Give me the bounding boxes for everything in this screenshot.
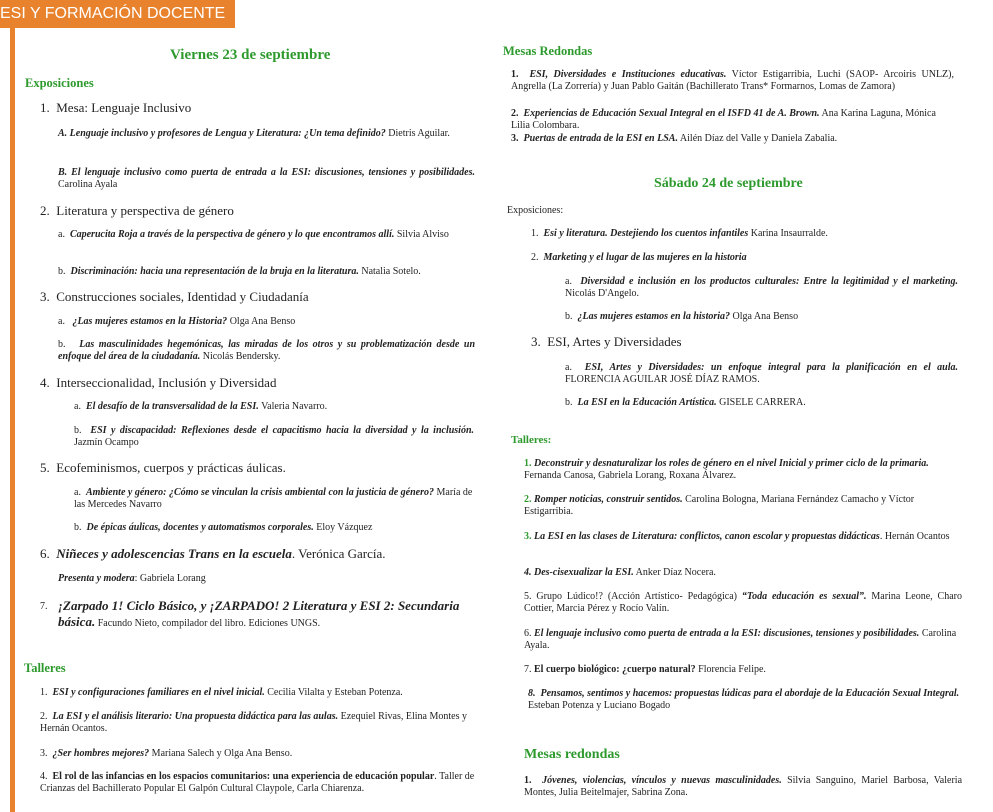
mesa-item: 3. Puertas de entrada de la ESI en LSA. Ailén Díaz del Valle y Daniela Zabalia. (511, 133, 838, 144)
exposition-subitem: b. De épicas áulicas, docentes y automatismos corporales. Eloy Vázquez (74, 522, 373, 533)
taller-item: 4. El rol de las infancias en los espacios comunitarios: una experiencia de educación popular. Taller de Crianzas del Bachillerato Popular El Galpón Cultural Claypole, Carla Chiarenza. (40, 771, 475, 794)
taller-item: 3. ¿Ser hombres mejores? Mariana Salech y Olga Ana Benso. (40, 748, 293, 759)
taller-item: 5. Grupo Lúdico!? (Acción Artístico- Pedagógica) “Toda educación es sexual”. Marina Leone, Charo Cottier, Marcia Pérez y Rocío Valín. (524, 591, 962, 614)
exposition-item: 1. Mesa: Lenguaje Inclusivo (40, 100, 192, 115)
exposition-subitem: B. El lenguaje inclusivo como puerta de entrada a la ESI: discusiones, tensiones y posibilidades. Carolina Ayala (58, 167, 475, 190)
taller-item: 1. Deconstruir y desnaturalizar los roles de género en el nivel Inicial y primer ciclo de la primaria. Fernanda Canosa, Gabriela Lorang, Roxana Álvarez. (524, 458, 929, 481)
taller-item: 4. Des-cisexualizar la ESI. Anker Díaz Nocera. (524, 567, 716, 578)
exposition-item: 4. Interseccionalidad, Inclusión y Diversidad (40, 375, 277, 390)
talleres-heading-right: Talleres: (511, 434, 552, 446)
mesa-item: 2. Experiencias de Educación Sexual Integral en el ISFD 41 de A. Brown. Ana Karina Laguna, Mónica Lilia Colombara. (511, 108, 936, 131)
exposition-item: 2. Literatura y perspectiva de género (40, 203, 234, 218)
mesa-item: 1. Jóvenes, violencias, vínculos y nuevas masculinidades. Silvia Sanguino, Mariel Barbosa, Valeria Montes, Julia Beitelmajer, Sabrina Zona. (524, 775, 963, 798)
exposition-subitem: a. Diversidad e inclusión en los productos culturales: Entre la legitimidad y el marketing. Nicolás D'Angelo. (565, 276, 959, 299)
exposition-item: 5. Ecofeminismos, cuerpos y prácticas áulicas. (40, 460, 286, 475)
exposition-item: 2. Marketing y el lugar de las mujeres en la historia (531, 252, 747, 263)
taller-item: 7. El cuerpo biológico: ¿cuerpo natural? Florencia Felipe. (524, 664, 766, 675)
taller-item: 2. La ESI y el análisis literario: Una propuesta didáctica para las aulas. Ezequiel Rivas, Elina Montes y Hernán Ocantos. (40, 711, 467, 734)
exposition-subitem: a. ESI, Artes y Diversidades: un enfoque integral para la planificación en el aula. FLORENCIA AGUILAR JOSÉ DÍAZ RAMOS. (565, 362, 959, 385)
accent-bar (10, 28, 15, 812)
exposition-item: 1. Esi y literatura. Destejiendo los cuentos infantiles Karina Insaurralde. (531, 228, 828, 239)
exposition-item: ¡Zarpado 1! Ciclo Básico, y ¡ZARPADO! 2 Literatura y ESI 2: Secundaria básica. Facundo Nieto, compilador del libro. Ediciones UNGS. (58, 598, 460, 629)
taller-item: 1. ESI y configuraciones familiares en el nivel inicial. Cecilia Vilalta y Esteban Potenza. (40, 687, 403, 698)
mesa-item: 1. ESI, Diversidades e Instituciones educativas. Víctor Estigarribia, Luchi (SAOP- Arcoiris UNLZ), Angrella (La Zorrería) y Juan Pablo Gaitán (Bachillerato Trans* Formarnos, Lomas de Zamora) (511, 69, 954, 92)
taller-item: 2. Romper noticias, construir sentidos. Carolina Bologna, Mariana Fernández Camacho y Víctor Estigarribia. (524, 494, 915, 517)
exposiciones-heading: Exposiciones (25, 76, 94, 90)
exposition-item: 3. Construcciones sociales, Identidad y Ciudadanía (40, 289, 309, 304)
exposition-subitem: a. Ambiente y género: ¿Cómo se vinculan la crisis ambiental con la justicia de género? María de las Mercedes Navarro (74, 487, 473, 510)
exposition-subitem: A. Lenguaje inclusivo y profesores de Lengua y Literatura: ¿Un tema definido? Dietris Aguilar. (58, 128, 450, 139)
exposition-subitem: b. La ESI en la Educación Artística. GISELE CARRERA. (565, 397, 806, 408)
taller-item: 8. Pensamos, sentimos y hacemos: propuestas lúdicas para el abordaje de la Educación Sexual Integral. Esteban Potenza y Luciano Bogado (528, 688, 960, 711)
taller-item: 6. El lenguaje inclusivo como puerta de entrada a la ESI: discusiones, tensiones y posibilidades. Carolina Ayala. (524, 628, 957, 651)
section-banner: ESI Y FORMACIÓN DOCENTE (0, 0, 235, 28)
taller-item: 3. La ESI en las clases de Literatura: conflictos, canon escolar y propuestas didácticas. Hernán Ocantos (524, 531, 950, 542)
exposition-subitem: b. Las masculinidades hegemónicas, las miradas de los otros y su problematización desde un enfoque del área de la ciudadanía. Nicolás Bendersky. (58, 339, 476, 362)
exposition-item-number: 7. (40, 601, 48, 612)
exposition-subitem: b. ¿Las mujeres estamos en la historia? Olga Ana Benso (565, 311, 799, 322)
exposition-subitem: b. Discriminación: hacia una representación de la bruja en la literatura. Natalia Sotelo. (58, 266, 421, 277)
saturday-title: Sábado 24 de septiembre (654, 176, 803, 191)
exposition-subitem: b. ESI y discapacidad: Reflexiones desde el capacitismo hacia la diversidad y la inclusión. Jazmín Ocampo (74, 425, 475, 448)
exposition-item: 6. Niñeces y adolescencias Trans en la escuela. Verónica García. (40, 546, 386, 561)
presenta-modera: Presenta y modera: Gabriela Lorang (58, 573, 206, 584)
exposition-subitem: a. Caperucita Roja a través de la perspectiva de género y lo que encontramos allí. Silvia Alviso (58, 229, 449, 240)
exposition-subitem: a. ¿Las mujeres estamos en la Historia? Olga Ana Benso (58, 316, 296, 327)
mesas-redondas-heading-2: Mesas redondas (524, 747, 620, 762)
exposiciones-label: Exposiciones: (507, 205, 564, 216)
friday-title: Viernes 23 de septiembre (170, 47, 331, 63)
exposition-subitem: a. El desafío de la transversalidad de la ESI. Valeria Navarro. (74, 401, 328, 412)
exposition-item: 3. ESI, Artes y Diversidades (531, 334, 682, 349)
mesas-redondas-heading: Mesas Redondas (503, 44, 593, 58)
talleres-heading: Talleres (24, 661, 66, 675)
